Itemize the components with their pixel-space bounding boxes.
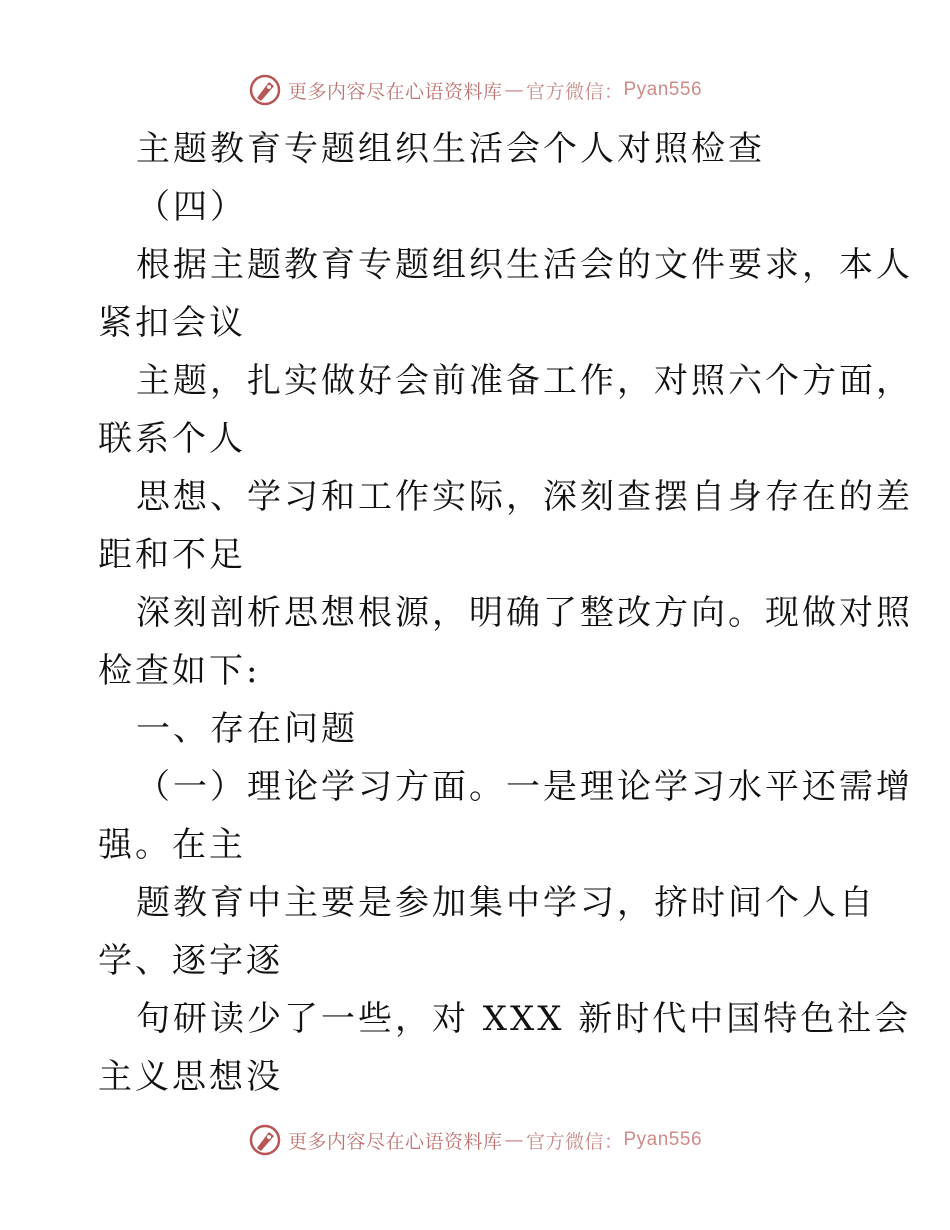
text-line: （四） — [136, 187, 247, 227]
banner-wechat-id: Pyan556 — [623, 1129, 703, 1150]
text-line: 深刻剖析思想根源，明确了整改方向。现做对照 — [136, 593, 913, 633]
text-line: 联系个人 — [98, 419, 246, 459]
text-line: 学、逐字逐 — [98, 941, 283, 981]
text-line: 主题，扎实做好会前准备工作，对照六个方面， — [136, 361, 913, 401]
document-body — [98, 120, 913, 1106]
text-line: 一、存在问题 — [136, 709, 358, 749]
text-line: 根据主题教育专题组织生活会的文件要求，本人 — [136, 245, 913, 285]
text-line: 主义思想没 — [98, 1057, 283, 1097]
banner-wechat-label: 官方微信： — [525, 1130, 624, 1153]
banner-brand-text: 更多内容尽在心语资料库 — [287, 1130, 503, 1153]
text-line: 强。在主 — [98, 825, 246, 865]
text-line: （一）理论学习方面。一是理论学习水平还需增 — [136, 767, 913, 807]
banner-wechat-label: 官方微信： — [525, 80, 624, 103]
text-line: 思想、学习和工作实际，深刻查摆自身存在的差 — [136, 477, 913, 517]
text-line: 距和不足 — [98, 535, 246, 575]
banner-wechat-id: Pyan556 — [623, 79, 703, 100]
banner-separator: — — [504, 1129, 524, 1151]
pen-nib-circle-icon — [248, 1123, 282, 1157]
banner-separator: — — [504, 79, 524, 101]
pen-nib-circle-icon — [248, 73, 282, 107]
banner-brand-text: 更多内容尽在心语资料库 — [287, 80, 503, 103]
text-line: 主题教育专题组织生活会个人对照检查 — [136, 129, 765, 169]
text-line: 检查如下: — [98, 651, 261, 691]
text-line: 紧扣会议 — [98, 303, 246, 343]
text-line: 题教育中主要是参加集中学习，挤时间个人自 — [136, 883, 876, 923]
text-line: 句研读少了一些，对 XXX 新时代中国特色社会 — [136, 999, 912, 1039]
header-watermark-banner — [0, 70, 950, 110]
footer-watermark-banner — [0, 1120, 950, 1160]
